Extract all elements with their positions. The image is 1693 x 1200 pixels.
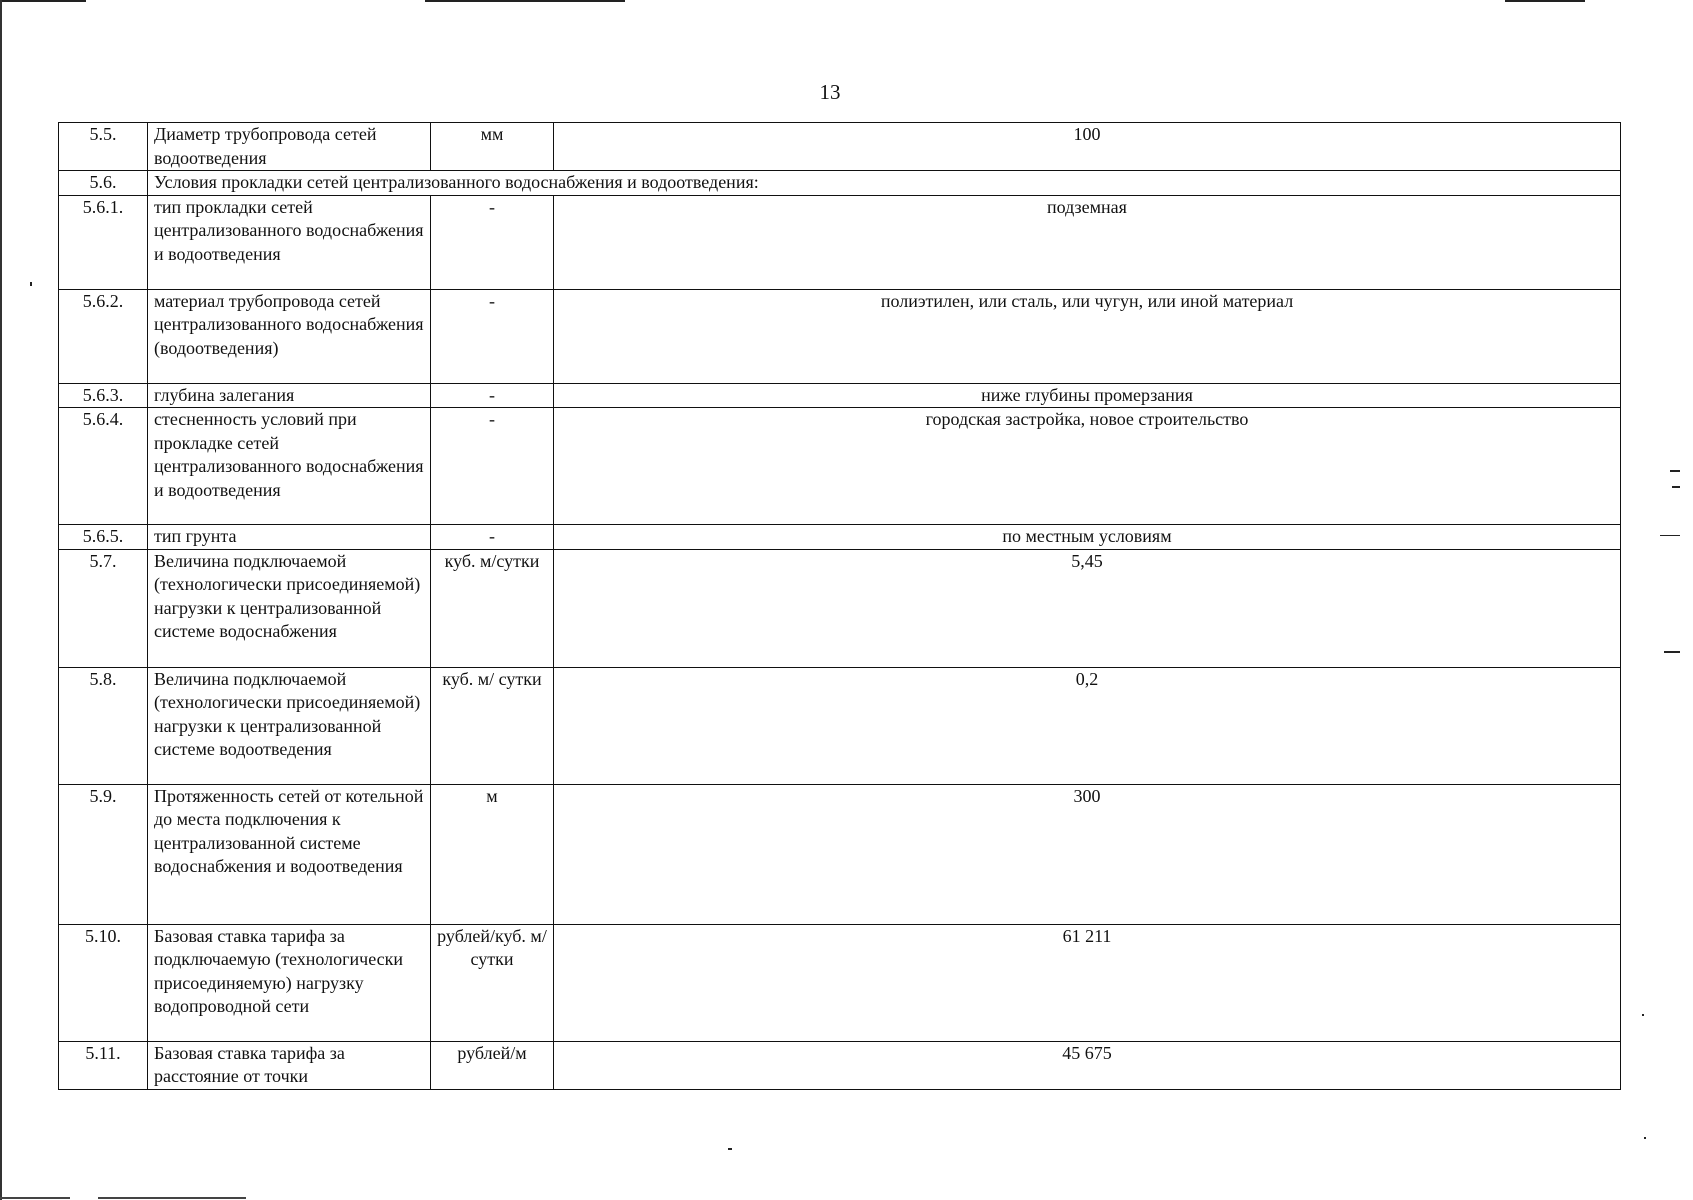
- parameter-value: подземная: [554, 195, 1621, 289]
- row-number: 5.6.4.: [59, 408, 148, 525]
- scan-speck: [1642, 1014, 1644, 1016]
- table-row: [59, 924, 1621, 1041]
- parameter-value: по местным условиям: [554, 525, 1621, 550]
- parameter-value: городская застройка, новое строительство: [554, 408, 1621, 525]
- scan-edge-top: [0, 0, 1693, 2]
- row-number: 5.6.1.: [59, 195, 148, 289]
- scan-edge-left: [0, 0, 2, 1200]
- row-number: 5.7.: [59, 549, 148, 667]
- parameter-name: материал трубопровода сетей централизованного водоснабжения (водоотведения): [148, 289, 431, 383]
- row-number: 5.5.: [59, 123, 148, 171]
- scan-speck: [1660, 535, 1680, 536]
- unit-of-measure: -: [431, 408, 554, 525]
- unit-of-measure: -: [431, 289, 554, 383]
- parameter-value: 0,2: [554, 667, 1621, 784]
- table-row: [59, 667, 1621, 784]
- table-row: [59, 383, 1621, 408]
- scan-speck: [1670, 470, 1680, 472]
- table-row: [59, 408, 1621, 525]
- table-row: [59, 195, 1621, 289]
- parameter-name: тип прокладки сетей централизованного водоснабжения и водоотведения: [148, 195, 431, 289]
- parameter-value: 61 211: [554, 924, 1621, 1041]
- table-row: [59, 1041, 1621, 1089]
- row-number: 5.10.: [59, 924, 148, 1041]
- parameter-value: 45 675: [554, 1041, 1621, 1089]
- table-row: [59, 784, 1621, 924]
- parameter-value: 100: [554, 123, 1621, 171]
- row-number: 5.9.: [59, 784, 148, 924]
- table-row: [59, 123, 1621, 171]
- parameter-name: Базовая ставка тарифа за расстояние от точки: [148, 1041, 431, 1089]
- unit-of-measure: -: [431, 195, 554, 289]
- row-number: 5.6.3.: [59, 383, 148, 408]
- row-number: 5.6.: [59, 171, 148, 196]
- row-number: 5.11.: [59, 1041, 148, 1089]
- unit-of-measure: рублей/куб. м/сутки: [431, 924, 554, 1041]
- table-row: [59, 171, 1621, 196]
- scan-speck: [728, 1148, 732, 1150]
- scan-speck: [1644, 1137, 1646, 1139]
- section-heading: Условия прокладки сетей централизованного водоснабжения и водоотведения:: [148, 171, 1621, 196]
- row-number: 5.8.: [59, 667, 148, 784]
- unit-of-measure: куб. м/ сутки: [431, 667, 554, 784]
- parameter-name: глубина залегания: [148, 383, 431, 408]
- row-number: 5.6.2.: [59, 289, 148, 383]
- parameter-value: 5,45: [554, 549, 1621, 667]
- parameter-name: Базовая ставка тарифа за подключаемую (технологически присоединяемую) нагрузку водопроводной сети: [148, 924, 431, 1041]
- parameter-name: стесненность условий при прокладке сетей централизованного водоснабжения и водоотведения: [148, 408, 431, 525]
- parameter-value: 300: [554, 784, 1621, 924]
- parameter-name: Величина подключаемой (технологически присоединяемой) нагрузки к централизованной системе водоснабжения: [148, 549, 431, 667]
- unit-of-measure: рублей/м: [431, 1041, 554, 1089]
- scan-edge-bottom: [0, 1196, 1693, 1200]
- parameter-value: полиэтилен, или сталь, или чугун, или иной материал: [554, 289, 1621, 383]
- parameter-name: тип грунта: [148, 525, 431, 550]
- specification-table: [58, 122, 1621, 1090]
- table-row: [59, 289, 1621, 383]
- parameter-name: Протяженность сетей от котельной до места подключения к централизованной системе водоснабжения и водоотведения: [148, 784, 431, 924]
- table-row: [59, 525, 1621, 550]
- row-number: 5.6.5.: [59, 525, 148, 550]
- table-row: [59, 549, 1621, 667]
- parameter-name: Диаметр трубопровода сетей водоотведения: [148, 123, 431, 171]
- page-number: 13: [819, 80, 841, 104]
- parameter-value: ниже глубины промерзания: [554, 383, 1621, 408]
- unit-of-measure: -: [431, 525, 554, 550]
- parameter-name: Величина подключаемой (технологически присоединяемой) нагрузки к централизованной системе водоотведения: [148, 667, 431, 784]
- scan-speck: [30, 282, 32, 286]
- unit-of-measure: мм: [431, 123, 554, 171]
- unit-of-measure: м: [431, 784, 554, 924]
- scan-speck: [1672, 486, 1680, 488]
- unit-of-measure: куб. м/сутки: [431, 549, 554, 667]
- scan-speck: [1664, 651, 1680, 653]
- unit-of-measure: -: [431, 383, 554, 408]
